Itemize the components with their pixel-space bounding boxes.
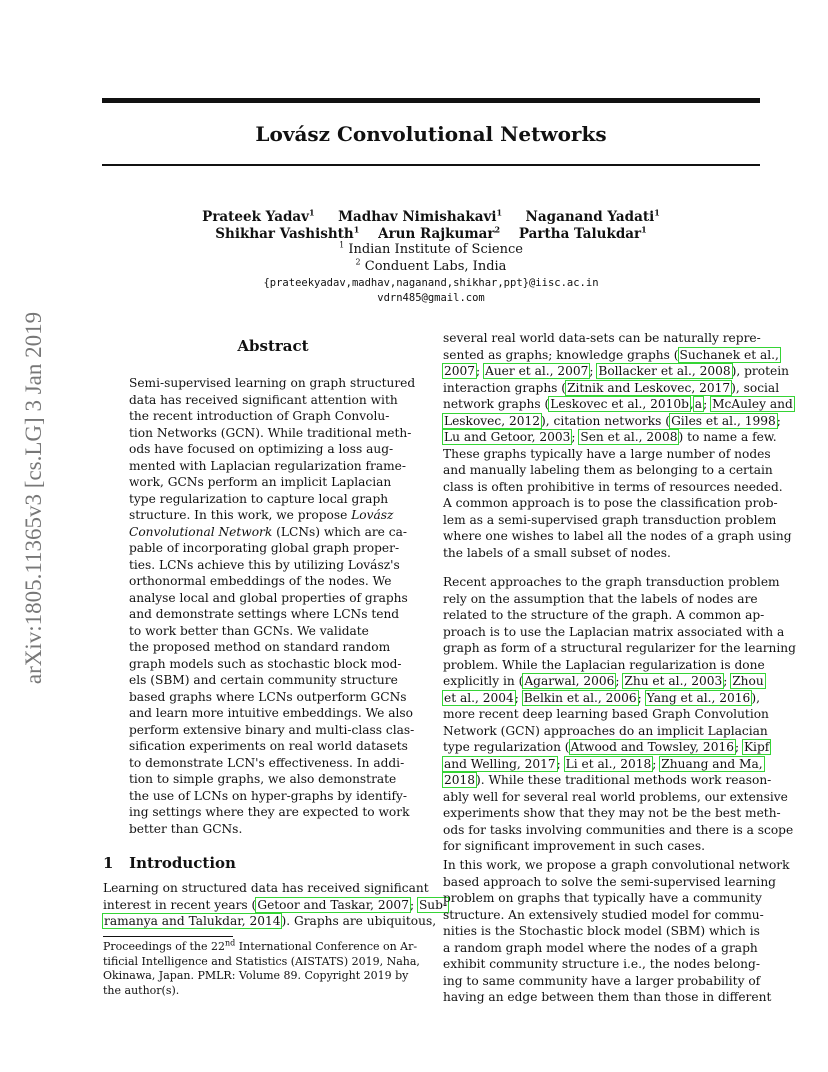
right-column-paragraph-1 — [443, 330, 793, 561]
ordinal-sup: nd — [225, 938, 236, 948]
text-line — [443, 657, 765, 674]
citation-link[interactable]: Yang et al., 2016 — [646, 690, 751, 705]
text-span: several real world data-sets can be naturally repre- — [443, 331, 761, 345]
affiliation-sup: 2 — [355, 257, 361, 267]
abstract-line: and demonstrate settings where LCNs tend — [129, 607, 400, 621]
abstract-line: better than GCNs. — [129, 821, 243, 836]
text-span: network graphs ( — [443, 397, 550, 411]
affiliation-name: Indian Institute of Science — [348, 242, 523, 257]
text-line — [443, 723, 768, 740]
text-line — [103, 913, 437, 930]
section-heading-introduction — [103, 854, 236, 872]
citation-link[interactable]: a — [694, 397, 703, 411]
citation-link[interactable]: Sen et al., 2008 — [580, 430, 678, 444]
text-span: ) to name a few. — [678, 430, 777, 444]
text-span: for significant improvement in such cases. — [443, 839, 705, 853]
abstract-heading: Abstract — [237, 337, 309, 355]
email-line-1[interactable]: {prateekyadav,madhav,naganand,shikhar,ppt}@iisc.ac.in — [263, 277, 599, 289]
arxiv-identifier: arXiv:1805.11365v3 [cs.LG] 3 Jan 2019 — [21, 311, 46, 685]
abstract-line: the proposed method on standard random — [129, 640, 391, 654]
text-line — [443, 640, 796, 657]
footnote — [103, 940, 425, 998]
text-span: ; — [652, 756, 661, 771]
text-span: Recent approaches to the graph transduction problem — [443, 575, 780, 589]
citation-link[interactable]: 2018 — [444, 773, 476, 787]
abstract-line: to demonstrate LCN's effectiveness. In addi- — [129, 755, 405, 770]
text-span: International Conference on Ar- — [235, 940, 418, 953]
abstract-line: analyse local and global properties of graphs — [129, 590, 408, 605]
text-span: ). Graphs are ubiquitous, — [281, 914, 437, 928]
citation-link[interactable]: Lu and Getoor, 2003 — [444, 430, 571, 444]
text-span: interaction graphs ( — [443, 380, 567, 395]
abstract-line: and learn more intuitive embeddings. We also — [129, 706, 413, 720]
text-span: ; — [589, 364, 598, 378]
text-span: where one wishes to label all the nodes of a graph using — [443, 529, 792, 543]
citation-link[interactable]: Auer et al., 2007 — [485, 364, 589, 378]
abstract-line — [129, 507, 394, 524]
text-line — [443, 591, 761, 608]
text-span: ; — [409, 897, 418, 912]
author-affil-sup: 1 — [353, 224, 360, 235]
citation-link[interactable]: 2007 — [444, 364, 476, 378]
text-line — [443, 973, 761, 990]
text-line — [443, 772, 772, 789]
abstract-line — [129, 524, 407, 541]
text-line — [443, 940, 761, 957]
citation-link[interactable]: Suchanek et al., — [679, 347, 779, 362]
author-name: Naganand Yadati — [525, 209, 655, 225]
abstract-line: graph models such as stochastic block mod- — [129, 656, 402, 671]
citation-link[interactable]: Atwood and Towsley, 2016 — [570, 740, 734, 754]
text-span: explicitly in ( — [443, 674, 524, 688]
citation-link[interactable]: Leskovec et al., 2010b — [550, 397, 689, 411]
text-span: Convolutional Network — [129, 524, 273, 539]
text-span: type regularization ( — [443, 740, 570, 754]
text-line — [443, 923, 761, 940]
text-span: more recent deep learning based Graph Convolution — [443, 707, 769, 721]
abstract-text — [129, 375, 416, 837]
abstract-line: els (SBM) and certain community structure — [129, 673, 398, 687]
abstract-line: perform extensive binary and multi-class clas- — [129, 722, 415, 737]
text-span: ods for tasks involving communities and there is a scope — [443, 822, 794, 837]
author-name: Partha Talukdar — [518, 226, 642, 242]
abstract-line: to work better than GCNs. We validate — [129, 623, 369, 638]
section-number: 1 — [103, 854, 114, 872]
right-column-paragraph-2 — [443, 574, 796, 855]
abstract-line: mented with Laplacian regularization frame- — [129, 458, 407, 473]
text-span: sented as graphs; knowledge graphs ( — [443, 347, 679, 362]
text-line — [443, 380, 780, 397]
text-line — [443, 874, 776, 891]
text-line — [443, 756, 761, 773]
text-line — [103, 897, 448, 914]
text-span: ), citation networks ( — [540, 413, 671, 428]
abstract-line: Semi-supervised learning on graph structured — [129, 376, 416, 390]
citation-link[interactable]: Zhuang and Ma, — [661, 756, 763, 771]
text-span: rely on the assumption that the labels of nodes are — [443, 591, 758, 606]
title-bottom-rule — [102, 164, 760, 166]
text-line — [443, 838, 761, 855]
text-span: problem on graphs that typically have a community — [443, 891, 762, 905]
title-top-rule — [102, 98, 760, 103]
text-line — [443, 822, 794, 839]
text-span: class is often prohibitive in terms of resources needed. — [443, 479, 783, 494]
text-line — [443, 805, 781, 822]
text-span: interest in recent years ( — [103, 897, 257, 912]
paper-title: Lovász Convolutional Networks — [255, 122, 607, 146]
text-line — [443, 347, 779, 364]
text-span: Lovász — [351, 508, 394, 522]
text-line: Learning on structured data has received significant — [103, 881, 429, 895]
text-span: problem. While the Laplacian regularization is done — [443, 657, 765, 672]
abstract-line: type regularization to capture local graph — [129, 491, 389, 506]
text-line — [443, 330, 761, 347]
abstract-line: orthonormal embeddings of the nodes. We — [129, 574, 392, 588]
text-span: ; — [637, 690, 646, 705]
author-affil-sup: 1 — [641, 224, 647, 235]
text-span: ; — [615, 674, 624, 688]
text-line — [443, 512, 777, 529]
abstract-line: ods have focused on optimizing a loss aug- — [129, 442, 394, 456]
abstract-line: data has received significant attention with — [129, 392, 398, 407]
text-span: ; — [556, 756, 565, 771]
citation-link[interactable]: Belkin et al., 2006 — [523, 690, 637, 705]
text-line — [443, 446, 771, 463]
authors-line-1 — [102, 209, 760, 225]
text-span: and manually labeling them as belonging to a certain — [443, 463, 773, 477]
author-affil-sup: 2 — [494, 224, 501, 235]
abstract-line: ing settings where they are expected to work — [129, 805, 410, 819]
text-line — [443, 479, 783, 496]
text-line — [443, 907, 764, 924]
citation-link[interactable]: et al., 2004 — [444, 690, 514, 705]
abstract-line: tion to simple graphs, we also demonstrate — [129, 772, 397, 786]
text-span: having an edge between them than those in different — [443, 990, 772, 1004]
text-line — [443, 545, 761, 562]
text-line — [443, 857, 790, 874]
text-line — [443, 690, 761, 707]
abstract-line: the recent introduction of Graph Convolu- — [129, 409, 390, 423]
text-span: lem as a semi-supervised graph transduction problem — [443, 512, 777, 527]
affiliation-1 — [102, 242, 760, 257]
text-span: experiments show that they may not be the best meth- — [443, 806, 781, 820]
citation-link[interactable]: Li et al., 2018 — [565, 756, 652, 771]
text-span: ). While these traditional methods work reason- — [476, 773, 772, 787]
text-span: based approach to solve the semi-supervised learning — [443, 874, 776, 889]
citation-link[interactable]: Kipf — [743, 740, 770, 754]
authors-line-2 — [102, 226, 760, 242]
citation-link[interactable]: Bollacker et al., 2008 — [598, 364, 731, 378]
citation-link[interactable]: Zhu et al., 2003 — [624, 674, 723, 688]
citation-link[interactable]: Zhou — [732, 674, 764, 688]
text-span: ; — [476, 364, 485, 378]
text-span: ing to same community have a larger probability of — [443, 973, 761, 988]
abstract-line: sification experiments on real world datasets — [129, 739, 408, 753]
affiliation-sup: 1 — [339, 240, 345, 250]
text-line — [103, 940, 425, 955]
text-span: Proceedings of the 22 — [103, 940, 225, 953]
abstract-line: ties. LCNs achieve this by utilizing Lovász's — [129, 557, 400, 572]
abstract-line: tion Networks (GCN). While traditional meth- — [129, 425, 412, 440]
text-span: These graphs typically have a large number of nodes — [443, 446, 771, 461]
text-span: In this work, we propose a graph convolutional network — [443, 858, 790, 872]
text-span: the labels of a small subset of nodes. — [443, 545, 671, 560]
arxiv-sidebar — [4, 298, 64, 698]
text-span: proach is to use the Laplacian matrix associated with a — [443, 624, 785, 639]
citation-link[interactable]: Leskovec, 2012 — [444, 413, 540, 428]
text-span: nities is the Stochastic block model (SBM) which is — [443, 924, 760, 938]
introduction-text — [103, 880, 448, 930]
text-line — [443, 574, 780, 591]
text-line — [443, 890, 761, 907]
text-line — [443, 396, 793, 413]
affiliation-name: Conduent Labs, India — [364, 259, 507, 274]
text-line — [443, 607, 765, 624]
citation-link[interactable]: ramanya and Talukdar, 2014 — [104, 914, 281, 928]
text-span: ; — [571, 430, 580, 444]
citation-link[interactable]: and Welling, 2017 — [444, 756, 556, 771]
text-span: exhibit community structure i.e., the nodes belong- — [443, 957, 760, 971]
text-span: , — [689, 397, 694, 411]
text-span: graph as form of a structural regularizer for the learning — [443, 641, 796, 655]
text-line — [443, 413, 781, 430]
text-span: ), social — [731, 380, 780, 395]
footnote-rule — [103, 936, 233, 937]
email-line-2[interactable]: vdrn485@gmail.com — [377, 292, 485, 304]
text-line — [443, 429, 777, 446]
text-line — [443, 739, 770, 756]
text-span: A common approach is to pose the classification prob- — [443, 496, 778, 510]
abstract-line: pable of incorporating global graph proper- — [129, 541, 400, 555]
text-line — [443, 673, 764, 690]
citation-link[interactable]: Sub- — [418, 897, 448, 912]
text-line — [443, 956, 761, 973]
abstract-line: the use of LCNs on hyper-graphs by identify- — [129, 788, 408, 803]
citation-link[interactable]: Giles et al., 1998 — [671, 413, 776, 428]
text-span: related to the structure of the graph. A common ap- — [443, 608, 765, 622]
text-span: (LCNs) which are ca- — [272, 524, 407, 539]
author-affil-sup: 1 — [654, 207, 660, 218]
text-line — [443, 363, 789, 380]
text-span: a random graph model where the nodes of a graph — [443, 940, 758, 955]
author-name: Madhav Nimishakavi — [338, 209, 497, 225]
text-span: ; — [776, 413, 781, 428]
text-line: the author(s). — [103, 983, 180, 997]
citation-link[interactable]: Agarwal, 2006 — [524, 674, 615, 688]
citation-link[interactable]: Zitnik and Leskovec, 2017 — [567, 380, 731, 395]
text-span: ; — [723, 674, 732, 688]
abstract-line: work, GCNs perform an implicit Laplacian — [129, 475, 392, 489]
text-line — [443, 462, 773, 479]
text-line: Okinawa, Japan. PMLR: Volume 89. Copyright 2019 by — [103, 969, 409, 982]
section-title: Introduction — [129, 854, 236, 872]
right-column-paragraph-3 — [443, 857, 790, 1006]
text-span: ably well for several real world problems, our extensive — [443, 789, 788, 804]
text-span: ), — [751, 690, 760, 705]
text-line — [443, 528, 792, 545]
text-line — [443, 789, 788, 806]
author-name: Prateek Yadav — [202, 209, 310, 225]
text-span: ), protein — [731, 364, 789, 378]
author-name: Arun Rajkumar — [378, 226, 495, 242]
text-span: ; — [703, 397, 712, 411]
text-line: tificial Intelligence and Statistics (AISTATS) 2019, Naha, — [103, 954, 420, 968]
text-span: ; — [514, 690, 523, 705]
text-span: structure. In this work, we propose — [129, 508, 352, 522]
text-line — [443, 989, 772, 1006]
affiliation-2 — [102, 259, 760, 274]
text-span: structure. An extensively studied model for commu- — [443, 907, 764, 922]
author-affil-sup: 1 — [496, 207, 503, 218]
author-affil-sup: 1 — [309, 207, 315, 218]
text-span: ; — [734, 740, 743, 754]
text-line — [443, 624, 785, 641]
text-line — [443, 706, 769, 723]
abstract-line: based graphs where LCNs outperform GCNs — [129, 689, 407, 704]
citation-link[interactable]: McAuley and — [712, 397, 793, 411]
text-span: Network (GCN) approaches do an implicit Laplacian — [443, 723, 768, 738]
text-line — [443, 495, 778, 512]
citation-link[interactable]: Getoor and Taskar, 2007 — [257, 897, 409, 912]
author-name: Shikhar Vashishth — [215, 226, 354, 242]
